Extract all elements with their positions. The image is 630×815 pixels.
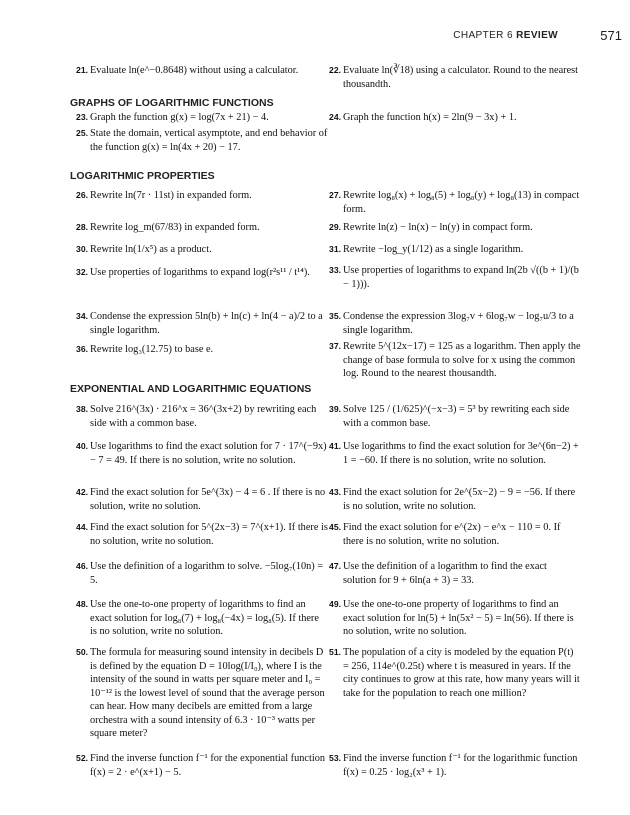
exercise-44: 44. Find the exact solution for 5^(2x−3) = 7^(x+1). If there is no solution, write no solution. bbox=[76, 522, 328, 547]
section-heading: LOGARITHMIC PROPERTIES bbox=[70, 170, 215, 182]
exercise-21: 21. Evaluate ln(e^−0.8648) without using a calculator. bbox=[76, 65, 299, 76]
exercise-40: 40. Use logarithms to find the exact solution for 7 · 17^(−9x) − 7 = 49. If there is no solution, write no solution. bbox=[76, 441, 327, 466]
exercise-37: 37. Rewrite 5^(12x−17) = 125 as a logarithm. Then apply the change of base formula to solve for x using the common log. Round to the nearest thousandth. bbox=[329, 341, 581, 379]
exercise-41: 41. Use logarithms to find the exact solution for 3e^(6n−2) + 1 = −60. If there is no solution, write no solution. bbox=[329, 441, 579, 466]
exercise-30: 30. Rewrite ln(1/x⁵) as a product. bbox=[76, 244, 212, 255]
exercise-28: 28. Rewrite log_m(67/83) in expanded form. bbox=[76, 222, 260, 233]
exercise-35: 35. Condense the expression 3log₇v + 6log₇w − log₇u/3 to a single logarithm. bbox=[329, 311, 574, 336]
exercise-51: 51. The population of a city is modeled by the equation P(t) = 256, 114e^(0.25t) where t is measured in years. If the city continues to grow at this rate, how many years will it take for the population to reach one million? bbox=[329, 647, 580, 699]
section-heading: EXPONENTIAL AND LOGARITHMIC EQUATIONS bbox=[70, 383, 312, 395]
exercise-52: 52. Find the inverse function f⁻¹ for the exponential function f(x) = 2 · e^(x+1) − 5. bbox=[76, 753, 325, 778]
page-number: 571 bbox=[600, 28, 622, 43]
exercise-23: 23. Graph the function g(x) = log(7x + 21) − 4. bbox=[76, 112, 269, 123]
exercise-50: 50. The formula for measuring sound intensity in decibels D is defined by the equation D = 10log(I/I₀), where I is the intensity of the sound in watts per square meter and I₀ = 10⁻¹² is the lowest level of sound that the average person can hear. How many decibels are emitted from a large orchestra with a sound intensity of 6.3 · 10⁻³ watts per square meter? bbox=[76, 647, 325, 739]
exercise-45: 45. Find the exact solution for e^(2x) − e^x − 110 = 0. If there is no solution, write no solution. bbox=[329, 522, 561, 547]
exercise-47: 47. Use the definition of a logarithm to find the exact solution for 9 + 6ln(a + 3) = 33. bbox=[329, 561, 547, 586]
exercise-25: 25. State the domain, vertical asymptote, and end behavior of the function g(x) = ln(4x + 20) − 17. bbox=[76, 128, 328, 153]
exercise-39: 39. Solve 125 / (1/625)^(−x−3) = 5³ by rewriting each side with a common base. bbox=[329, 404, 570, 429]
exercise-49: 49. Use the one-to-one property of logarithms to find an exact solution for ln(5) + ln(5x² − 5) = ln(56). If there is no solution, write no solution. bbox=[329, 599, 574, 637]
exercise-42: 42. Find the exact solution for 5e^(3x) − 4 = 6 . If there is no solution, write no solution. bbox=[76, 487, 326, 512]
exercise-34: 34. Condense the expression 5ln(b) + ln(c) + ln(4 − a)/2 to a single logarithm. bbox=[76, 311, 323, 336]
exercise-48: 48. Use the one-to-one property of logarithms to find an exact solution for log₈(7) + log₈(−4x) = log₈(5). If there is no solution, write no solution. bbox=[76, 599, 319, 637]
exercise-46: 46. Use the definition of a logarithm to solve. −5log₇(10n) = 5. bbox=[76, 561, 324, 586]
section-heading: GRAPHS OF LOGARITHMIC FUNCTIONS bbox=[70, 97, 274, 109]
exercise-31: 31. Rewrite −log_y(1/12) as a single logarithm. bbox=[329, 244, 524, 255]
exercise-29: 29. Rewrite ln(z) − ln(x) − ln(y) in compact form. bbox=[329, 222, 533, 233]
exercise-32: 32. Use properties of logarithms to expand log(r²s¹¹ / t¹⁴). bbox=[76, 267, 310, 278]
exercise-27: 27. Rewrite log₈(x) + log₈(5) + log₈(y) + log₈(13) in compact form. bbox=[329, 190, 580, 215]
exercise-43: 43. Find the exact solution for 2e^(5x−2) − 9 = −56. If there is no solution, write no solution. bbox=[329, 487, 576, 512]
exercise-26: 26. Rewrite ln(7r · 11st) in expanded form. bbox=[76, 190, 252, 201]
exercise-38: 38. Solve 216^(3x) · 216^x = 36^(3x+2) by rewriting each side with a common base. bbox=[76, 404, 317, 429]
exercise-24: 24. Graph the function h(x) = 2ln(9 − 3x) + 1. bbox=[329, 112, 517, 123]
exercise-22: 22. Evaluate ln(∛18) using a calculator. Round to the nearest thousandth. bbox=[329, 65, 579, 90]
chapter-title: CHAPTER 6 REVIEW bbox=[453, 30, 558, 41]
page-header bbox=[0, 0, 630, 50]
exercise-53: 53. Find the inverse function f⁻¹ for the logarithmic function f(x) = 0.25 · log₂(x³ + 1). bbox=[329, 753, 578, 778]
exercise-36: 36. Rewrite log₃(12.75) to base e. bbox=[76, 344, 214, 355]
exercise-33: 33. Use properties of logarithms to expand ln(2b √((b + 1)/(b − 1))). bbox=[329, 265, 579, 290]
